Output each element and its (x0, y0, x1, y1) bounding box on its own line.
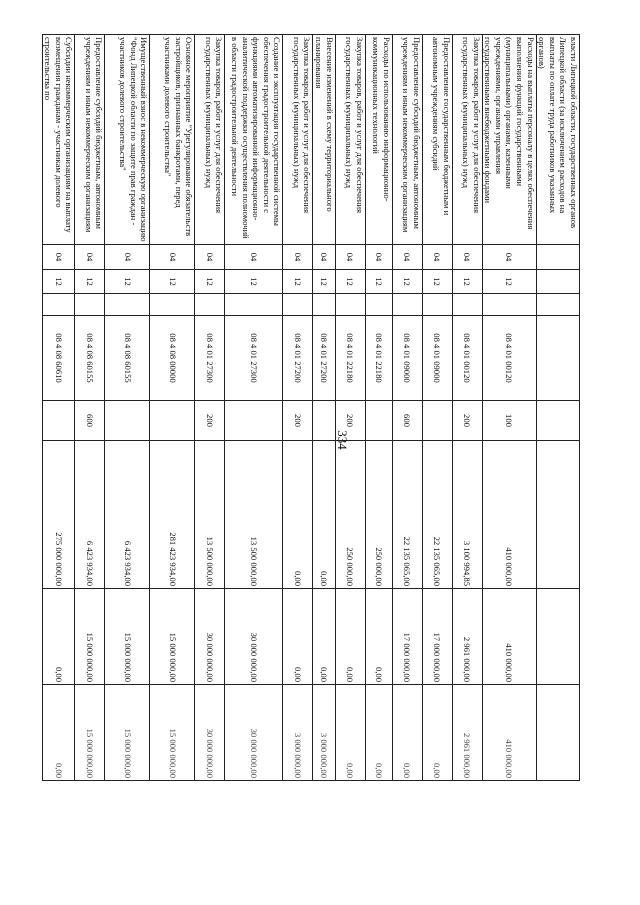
subsection-code: 12 (105, 270, 150, 294)
amount-year-1: 0,00 (283, 441, 313, 589)
amount-year-1: 13 500 000,00 (225, 441, 283, 589)
row-description: Предоставление государственным бюджетным и автономным учреждениям субсидий (422, 35, 452, 245)
amount-year-3: 15 000 000,00 (150, 685, 195, 781)
budget-table-area (43, 34, 580, 872)
row-description: Закупка товаров, работ и услуг для обеспечения государственных (муниципальных) нужд (335, 35, 365, 245)
amount-year-1: 22 135 065,00 (422, 441, 452, 589)
table-row (105, 35, 150, 873)
table-row (335, 35, 365, 873)
subsection-code: 12 (335, 270, 365, 294)
table-row (392, 35, 422, 873)
target-article-code: 08 4 01 22180 (365, 316, 392, 401)
subsection-code: 12 (313, 270, 335, 294)
amount-year-1: 275 000 000,00 (42, 441, 75, 589)
table-row (283, 35, 313, 873)
empty-column (422, 294, 452, 316)
row-description: Внесение изменений в схему территориального планирования (313, 35, 335, 245)
expense-type-code (313, 401, 335, 441)
amount-year-1: 410 000,00 (482, 441, 536, 589)
amount-year-2: 30 000 000,00 (225, 589, 283, 685)
target-article-code: 08 4 01 22180 (335, 316, 365, 401)
amount-year-3: 15 000 000,00 (105, 685, 150, 781)
amount-year-3: 410 000,00 (482, 685, 536, 781)
section-code: 04 (75, 245, 105, 270)
empty-column (225, 294, 283, 316)
amount-year-1: 6 423 934,00 (105, 441, 150, 589)
section-code: 04 (422, 245, 452, 270)
target-article-code: 08 4 01 27200 (313, 316, 335, 401)
empty-column (392, 294, 422, 316)
subsection-code: 12 (422, 270, 452, 294)
subsection-code: 12 (365, 270, 392, 294)
empty-column (195, 294, 225, 316)
target-article-code: 08 4 01 09000 (422, 316, 452, 401)
amount-year-2: 15 000 000,00 (105, 589, 150, 685)
empty-column (365, 294, 392, 316)
table-row (365, 35, 392, 873)
row-description: Создание и эксплуатация государственной системы обеспечения градостроительной деятельности с функциями автоматизированной информационно-аналитической поддержки осуществления полномочий в области градостроительной деятельности (225, 35, 283, 245)
amount-year-3: 0,00 (335, 685, 365, 781)
amount-year-2: 17 000 000,00 (422, 589, 452, 685)
empty-column (150, 294, 195, 316)
amount-year-1: 13 500 000,00 (195, 441, 225, 589)
subsection-code: 12 (392, 270, 422, 294)
expense-type-code: 200 (335, 401, 365, 441)
empty-column (75, 294, 105, 316)
amount-year-3: 0,00 (392, 685, 422, 781)
target-article-code: 08 4 01 27300 (195, 316, 225, 401)
subsection-code: 12 (452, 270, 482, 294)
target-article-code: 08 4 08 60155 (105, 316, 150, 401)
amount-year-2: 0,00 (313, 589, 335, 685)
section-code: 04 (392, 245, 422, 270)
amount-year-2: 0,00 (335, 589, 365, 685)
amount-year-1: 250 000,00 (365, 441, 392, 589)
amount-year-1 (536, 441, 579, 589)
section-code: 04 (335, 245, 365, 270)
target-article-code: 08 4 08 60610 (42, 316, 75, 401)
empty-column (536, 294, 579, 316)
subsection-code: 12 (75, 270, 105, 294)
expense-type-code (105, 401, 150, 441)
target-article-code: 08 4 01 27300 (225, 316, 283, 401)
expense-type-code (42, 401, 75, 441)
amount-year-2: 0,00 (365, 589, 392, 685)
amount-year-2: 2 961 000,00 (452, 589, 482, 685)
amount-year-2 (536, 589, 579, 685)
empty-column (105, 294, 150, 316)
expense-type-code: 200 (283, 401, 313, 441)
section-code: 04 (42, 245, 75, 270)
expense-type-code (422, 401, 452, 441)
amount-year-3: 15 000 000,00 (75, 685, 105, 781)
target-article-code: 08 4 08 00000 (150, 316, 195, 401)
section-code: 04 (313, 245, 335, 270)
empty-column (283, 294, 313, 316)
table-row (536, 35, 579, 873)
row-description: Имущественный взнос в некоммерческую организацию "Фонд Липецкой области по защите прав граждан - участников долевого строительства" (105, 35, 150, 245)
table-row (75, 35, 105, 873)
amount-year-2: 0,00 (42, 589, 75, 685)
row-description: Расходы по использованию информационно-коммуникационных технологий (365, 35, 392, 245)
budget-table (42, 34, 580, 873)
rotated-page-content (43, 34, 580, 872)
row-description: Закупка товаров, работ и услуг для обеспечения государственных (муниципальных) нужд (195, 35, 225, 245)
section-code: 04 (365, 245, 392, 270)
row-description: Основное мероприятие "Урегулирование обязательств застройщиков, признанных банкротами, перед участниками долевого строительства" (150, 35, 195, 245)
expense-type-code: 200 (195, 401, 225, 441)
expense-type-code: 200 (452, 401, 482, 441)
section-code: 04 (195, 245, 225, 270)
subsection-code: 12 (225, 270, 283, 294)
amount-year-3: 0,00 (365, 685, 392, 781)
row-description: Расходы на выплаты персоналу в целях обеспечения выполнения функций государственными (муниципальными) органами, казенными учреждениями, органами управления государственными внебюджетными фондами (482, 35, 536, 245)
table-row (150, 35, 195, 873)
empty-column (335, 294, 365, 316)
row-description: Субсидии некоммерческим организациям на выплату возмещения гражданам - участникам долевого строительства по (42, 35, 75, 245)
amount-year-3: 2 961 000,00 (452, 685, 482, 781)
row-description: Закупка товаров, работ и услуг для обеспечения государственных (муниципальных) нужд (452, 35, 482, 245)
empty-column (42, 294, 75, 316)
section-code: 04 (225, 245, 283, 270)
expense-type-code (365, 401, 392, 441)
row-description: Предоставление субсидий бюджетным, автономным учреждениям и иным некоммерческим организациям (75, 35, 105, 245)
row-description: Предоставление субсидий бюджетным, автономным учреждениям и иным некоммерческим организациям (392, 35, 422, 245)
empty-column (452, 294, 482, 316)
target-article-code (536, 316, 579, 401)
expense-type-code: 600 (392, 401, 422, 441)
table-row (422, 35, 452, 873)
amount-year-1: 281 423 934,00 (150, 441, 195, 589)
row-description: власти Липецкой области, государственных органов Липецкой области (за исключением расходов на выплаты по оплате труда работников указанных органов) (536, 35, 579, 245)
subsection-code: 12 (195, 270, 225, 294)
amount-year-2: 15 000 000,00 (75, 589, 105, 685)
amount-year-1: 22 135 065,00 (392, 441, 422, 589)
table-row (482, 35, 536, 873)
amount-year-3 (536, 685, 579, 781)
amount-year-3: 30 000 000,00 (195, 685, 225, 781)
subsection-code: 12 (283, 270, 313, 294)
empty-column (482, 294, 536, 316)
section-code: 04 (105, 245, 150, 270)
amount-year-2: 0,00 (283, 589, 313, 685)
section-code: 04 (150, 245, 195, 270)
amount-year-2: 30 000 000,00 (195, 589, 225, 685)
page-number: 334 (335, 430, 350, 450)
expense-type-code: 600 (75, 401, 105, 441)
amount-year-1: 0,00 (313, 441, 335, 589)
section-code (536, 245, 579, 270)
amount-year-3: 3 000 000,00 (313, 685, 335, 781)
expense-type-code (536, 401, 579, 441)
amount-year-2: 15 000 000,00 (150, 589, 195, 685)
table-row (452, 35, 482, 873)
subsection-code (536, 270, 579, 294)
target-article-code: 08 4 08 60155 (75, 316, 105, 401)
amount-year-3: 30 000 000,00 (225, 685, 283, 781)
target-article-code: 08 4 01 27200 (283, 316, 313, 401)
section-code: 04 (482, 245, 536, 270)
amount-year-3: 0,00 (422, 685, 452, 781)
amount-year-1: 6 423 934,00 (75, 441, 105, 589)
amount-year-1: 250 000,00 (335, 441, 365, 589)
expense-type-code: 100 (482, 401, 536, 441)
empty-column (313, 294, 335, 316)
amount-year-2: 410 000,00 (482, 589, 536, 685)
amount-year-2: 17 000 000,00 (392, 589, 422, 685)
table-row (195, 35, 225, 873)
subsection-code: 12 (150, 270, 195, 294)
amount-year-3: 3 000 000,00 (283, 685, 313, 781)
subsection-code: 12 (42, 270, 75, 294)
amount-year-3: 0,00 (42, 685, 75, 781)
row-description: Закупка товаров, работ и услуг для обеспечения государственных (муниципальных) нужд (283, 35, 313, 245)
table-row (225, 35, 283, 873)
expense-type-code (225, 401, 283, 441)
target-article-code: 08 4 01 09000 (392, 316, 422, 401)
section-code: 04 (283, 245, 313, 270)
target-article-code: 08 4 01 00120 (482, 316, 536, 401)
table-body (42, 35, 579, 873)
expense-type-code (150, 401, 195, 441)
amount-year-1: 3 100 994,85 (452, 441, 482, 589)
subsection-code: 12 (482, 270, 536, 294)
table-row (42, 35, 75, 873)
table-row (313, 35, 335, 873)
section-code: 04 (452, 245, 482, 270)
target-article-code: 08 4 01 00120 (452, 316, 482, 401)
